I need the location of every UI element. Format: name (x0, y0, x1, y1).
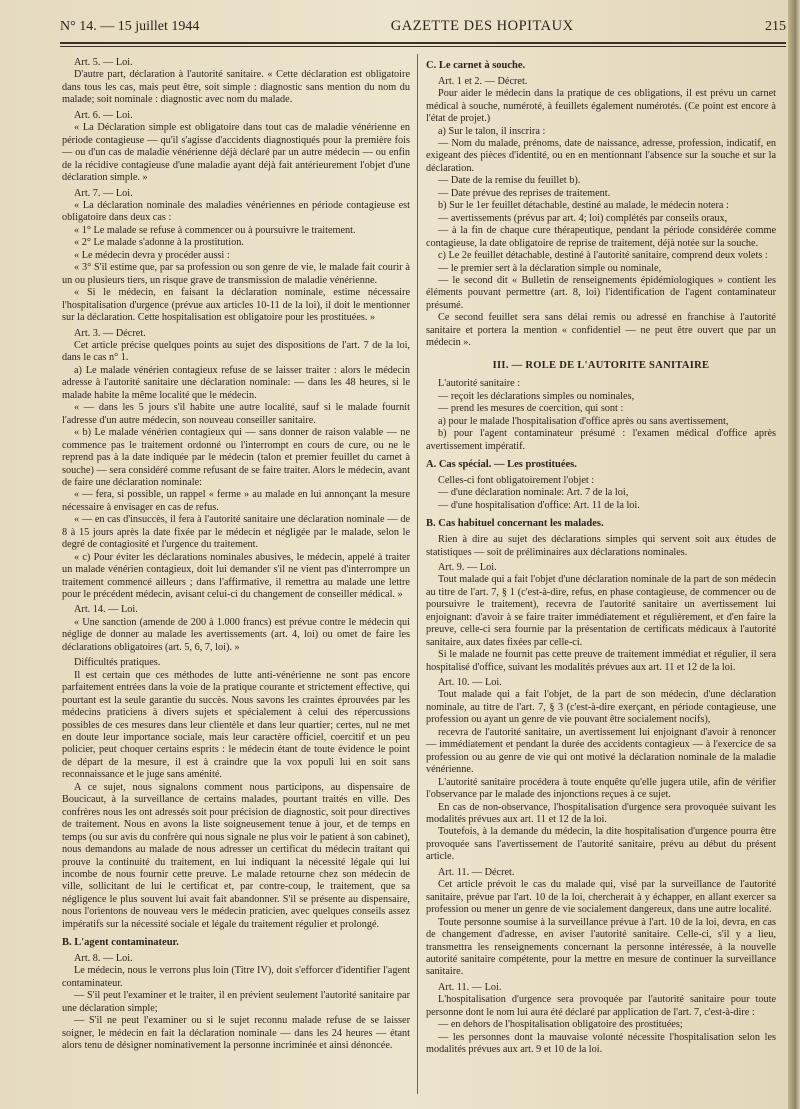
paragraph: « c) Pour éviter les déclarations nominales abusives, le médecin, appelé à traiter un malade vénérien contagieux, doit lui demander s'il ne vient pas d'interrompre un traitement commencé ailleurs ; dans l'affirmative, il remettra au malade une lettre pour le précédent médecin, avisant celui-ci du changement de conseiller médical. » (62, 551, 410, 601)
paragraph: a) Le malade vénérien contagieux refuse de se laisser traiter : alors le médecin adresse à l'autorité sanitaire une déclaration nominale: — dans les 48 heures, si le malade habite la même localité que le médecin. (62, 364, 410, 401)
paragraph: L'autorité sanitaire procédera à toute enquête qu'elle jugera utile, afin de vérifier l'observance par le malade des injonctions reçues à ce sujet. (426, 776, 776, 801)
left-column (62, 54, 410, 1053)
paragraph: Tout malade qui a fait l'objet, de la part de son médecin, d'une déclaration nominale, au titre de l'art. 7, § 3 (c'est-à-dire exerçant, en période contagieuse, une profession ou ayant un genre de vie pouvant être socialement nocifs), (426, 689, 776, 726)
article-reference: Art. 11. — Décret. (438, 866, 515, 878)
paragraph: A ce sujet, nous signalons comment nous participons, au dispensaire de Boucicaut, à la surveillance de certains malades, pourtant traités en ville. Des confrères nous les ont adressés soit pour précision de diagnostic, soit pour directives de traitement. Nous en avons la liste soigneusement tenue à jour, et de temps en temps (ou sur avis du confrère qui nous signale ne plus voir le patient à son cabinet), nous demandons au malade de nous adresser un certificat du médecin traitant qui prouve la continuité du traitement, en lui indiquant la nécessité légale qui lui incombe de nous fournir cette preuve. Le malade retourne chez son médecin de ville, sollicitant de lui le certificat et, par contre-coup, le traitement, que sa négligence le plus souvent lui avait fait abandonner. S'il se présente au dispensaire, nous l'orientons de nouveau vers le médecin praticien, avec quelques conseils assez impératifs sur la nécessité sociale et légale du traitement régulier et prolongé. (62, 781, 410, 930)
subsection-heading: B. L'agent contaminateur. (62, 937, 179, 949)
paragraph: « La Déclaration simple est obligatoire dans tout cas de maladie vénérienne en période contagieuse — qu'il s'agisse d'accidents diagnostiqués pour la première fois — ou d'un cas de maladie vénérienne déjà déclaré par un autre médecin — ou enfin de la récidive contagieuse d'une maladie ayant déjà fait antérieurement l'objet d'une déclaration simple. » (62, 122, 410, 184)
issue-date: N° 14. — 15 juillet 1944 (60, 19, 200, 34)
paragraph: — Date prévue des reprises de traitement. (438, 187, 611, 199)
paragraph: b) Sur le 1er feuillet détachable, destiné au malade, le médecin notera : (438, 200, 729, 212)
article-reference: Art. 10. — Loi. (438, 677, 502, 689)
paragraph: Ce second feuillet sera sans délai remis ou adressé en franchise à l'autorité sanitaire et portera la mention « confidentiel — ne peut être ouvert que par un médecin ». (426, 312, 776, 349)
paragraph: — d'une hospitalisation d'office: Art. 11 de la loi. (438, 499, 640, 511)
paragraph: Toute personne soumise à la surveillance prévue à l'art. 10 de la loi, devra, en cas de changement d'adresse, en aviser l'autorité sanitaire. Celle-ci, s'il y a lieu, transmettra les renseignements concernant la personne intéressée, à la nouvelle autorité sanitaire compétente, pour la mettre en mesure de continuer la surveillance sanitaire. (426, 916, 776, 978)
article-reference: Art. 6. — Loi. (74, 109, 133, 121)
paragraph: — le premier sert à la déclaration simple ou nominale, (438, 262, 662, 274)
column-divider (417, 54, 418, 1094)
article-reference: Art. 11. — Loi. (438, 981, 502, 993)
paragraph: — avertissements (prévus par art. 4; loi) complétés par conseils oraux, (438, 212, 728, 224)
paragraph: Le médecin, nous le verrons plus loin (Titre IV), doit s'efforcer d'identifier l'agent contaminateur. (62, 965, 410, 989)
article-reference: Art. 8. — Loi. (74, 953, 133, 965)
paragraph: « — fera, si possible, un rappel « ferme » au malade en lui annonçant la mesure nécessaire à envisager en cas de refus. (62, 489, 410, 513)
paragraph: a) Sur le talon, il inscrira : (438, 125, 546, 137)
page-header (60, 18, 786, 40)
subsection-heading: C. Le carnet à souche. (426, 60, 526, 71)
paragraph: — prend les mesures de coercition, qui sont : (438, 403, 624, 415)
paragraph: — S'il ne peut l'examiner ou si le sujet reconnu malade refuse de se laisser soigner, le médecin en fait la déclaration nominale — dans les 24 heures — étant alors tenu de désigner nominativement la personne incriminée et ainsi dénoncée. (62, 1015, 410, 1052)
paragraph: « b) Le malade vénérien contagieux qui — sans donner de raison valable — ne commence pas le traitement ordonné ou l'interrompt en cours de cure, ou ne le reprend pas à la date indiquée par le médecin (talon et premier feuillet du carnet à souche) — sera considéré comme refusant de se faire traiter. Alors le médecin, avant de faire une déclaration nominale: (62, 427, 410, 488)
paragraph: Rien à dire au sujet des déclarations simples qui servent soit aux études de statistiques — soit de préliminaires aux déclarations nominales. (426, 534, 776, 558)
paragraph: — S'il peut l'examiner et le traiter, il en prévient seulement l'autorité sanitaire par une déclaration simple; (62, 990, 410, 1014)
publication-title: GAZETTE DES HOPITAUX (390, 18, 574, 34)
paragraph: Cet article prévoit le cas du malade qui, visé par la surveillance de l'autorité sanitaire, prévue par l'art. 10 de la loi, chercherait à y échapper, en allant exercer sa profession ou mener un genre de vie socialement dangereux, dans une autre localité. (426, 879, 776, 916)
subsection-heading: A. Cas spécial. — Les prostituées. (426, 459, 577, 471)
paragraph: « 1° Le malade se refuse à commencer ou à poursuivre le traitement. (74, 224, 356, 236)
header-rule-thin (60, 46, 786, 47)
paragraph: — en dehors de l'hospitalisation obligatoire des prostituées; (438, 1019, 683, 1031)
article-reference: Art. 1 et 2. — Décret. (438, 75, 528, 87)
paragraph: « Le médecin devra y procéder aussi : (74, 249, 230, 261)
paragraph: — Nom du malade, prénoms, date de naissance, adresse, profession, indicatif, en exigeant des pièces d'identité, ou en en mentionnant l'absence sur la souche et sur la déclaration. (426, 138, 776, 174)
article-reference: Art. 3. — Décret. (74, 327, 146, 339)
paragraph: L'autorité sanitaire : (438, 378, 521, 390)
paragraph: Celles-ci font obligatoirement l'objet : (438, 474, 595, 486)
paragraph: — les personnes dont la mauvaise volonté nécessite l'hospitalisation selon les modalités prévues aux art. 9 et 10 de la loi. (426, 1031, 776, 1056)
paragraph: — le second dit « Bulletin de renseignements épidémiologiques » contient les éléments pouvant permettre (art. 8, loi) l'identification de l'agent contaminateur présumé. (426, 275, 776, 311)
binding-edge (788, 0, 800, 1109)
right-column (426, 54, 776, 1057)
header-rule-thick (60, 42, 786, 44)
paragraph: « 2° Le malade s'adonne à la prostitution. (74, 237, 244, 249)
paragraph: — reçoit les déclarations simples ou nominales, (438, 390, 635, 402)
paragraph: « La déclaration nominale des maladies vénériennes en période contagieuse est obligatoire dans deux cas : (62, 199, 410, 224)
paragraph: D'autre part, déclaration à l'autorité sanitaire. « Cette déclaration est obligatoire dans tous les cas, mais peut être, soit simple : diagnostic sans mention du nom du malade; soit nominale : diagnostic avec nom du malade. (62, 69, 410, 106)
paragraph: « — en cas d'insuccès, il fera à l'autorité sanitaire une déclaration nominale — de 8 à 15 jours après la date fixée par le médecin et négligée par le malade, selon le degré de contagiosité et l'urgence du traitement. (62, 514, 410, 551)
paragraph: a) pour le malade l'hospitalisation d'office après ou sans avertissement, (438, 415, 729, 427)
subsection-heading: B. Cas habituel concernant les malades. (426, 518, 604, 530)
paragraph: Pour aider le médecin dans la pratique de ces obligations, il est prévu un carnet médical à souche, numéroté, à feuillets également numérotés. (Ce point est encore à l'état de projet.) (426, 88, 776, 125)
article-reference: Difficultés pratiques. (74, 657, 161, 669)
paragraph: En cas de non-observance, l'hospitalisation d'urgence sera provoquée suivant les modalités prévues aux art. 11 et 12 de la loi. (426, 801, 776, 826)
paragraph: Toutefois, à la demande du médecin, la dite hospitalisation d'urgence pourra être provoquée sans l'avertissement de l'autorité sanitaire, prévu au début du présent article. (426, 826, 776, 863)
paragraph: « 3° S'il estime que, par sa profession ou son genre de vie, le malade fait courir à un ou plusieurs tiers, un risque grave de transmission de maladie vénérienne. (62, 262, 410, 286)
paragraph: Il est certain que ces méthodes de lutte anti-vénérienne ne sont pas encore parfaitement entrées dans la voie de la pratique courante et strictement effective, qui pourtant est la seule garantie du succès. Nous savons les craintes éprouvées par les médecins praticiens à divers sujets et spécialement à celui des répercussions possibles de ces mesures dans leur clientèle et dans leur quartier; certes, nul ne met en doute leur importance sociale, mais leur caractère officiel, coercitif et un peu policier, peut choquer certains esprits : le médecin étant de toute évidence le point de départ de la mesure, il est à craindre que la vox populi lui en soit sans reconnaissance et le juge sans aménité. (62, 669, 410, 781)
paragraph: — à la fin de chaque cure thérapeutique, pendant la période considérée comme contagieuse, la date obligatoire de reprise de traitement, déjà notée sur la souche. (426, 225, 776, 249)
paragraph: Tout malade qui a fait l'objet d'une déclaration nominale de la part de son médecin au titre de l'art. 7, § 1 (c'est-à-dire, refus, en phase contagieuse, de commencer ou de poursuivre le traitement), recevra de l'autorité sanitaire un avertissement lui enjoignant: d'avoir à se faire traiter immédiatement et régulièrement, et d'en faire la preuve, celle-ci sera fournie par la présentation de certificats médicaux à l'autorité sanitaire, aux dates fixées par celle-ci. (426, 574, 776, 648)
article-reference: Art. 9. — Loi. (438, 561, 497, 573)
paragraph: — d'une déclaration nominale: Art. 7 de la loi, (438, 487, 629, 499)
page-number: 215 (764, 19, 786, 34)
paragraph: — Date de la remise du feuillet b). (438, 175, 581, 187)
article-reference: Art. 14. — Loi. (74, 604, 138, 616)
paragraph: « — dans les 5 jours s'il habite une autre localité, sauf si le malade fournit l'adresse d'un autre médecin, son nouveau conseiller sanitaire. (62, 402, 410, 426)
paragraph: Cet article précise quelques points au sujet des dispositions de l'art. 7 de la loi, dans le cas n° 1. (62, 339, 410, 364)
paragraph: recevra de l'autorité sanitaire, un avertissement lui enjoignant d'avoir à renoncer — immédiatement et pendant la durée des accidents contagieux — à l'exercice de sa profession ou au genre de vie qui ont motivé la déclaration nominale de la maladie vénérienne. (426, 726, 776, 776)
paragraph: L'hospitalisation d'urgence sera provoquée par l'autorité sanitaire pour toute personne dont le nom lui aura été déclaré par application de l'art. 7, c'est-à-dire : (426, 994, 776, 1018)
paragraph: b) pour l'agent contaminateur présumé : l'examen médical d'office après avertissement impératif. (426, 428, 776, 452)
paragraph: c) Le 2e feuillet détachable, destiné à l'autorité sanitaire, comprend deux volets : (438, 250, 768, 262)
paragraph: « Une sanction (amende de 200 à 1.000 francs) est prévue contre le médecin qui néglige de donner au malade les avertissements (art. 4, loi) ou omet de faire les déclarations obligatoires (art. 5, 6, 7, loi). » (62, 616, 410, 653)
paragraph: « Si le médecin, en faisant la déclaration nominale, estime nécessaire l'hospitalisation d'urgence (prévue aux articles 10-11 de la loi), il doit le mentionner sur la déclaration. Cette hospitalisation est obligatoire pour les prostituées. » (62, 287, 410, 324)
section-heading: III. — ROLE DE L'AUTORITE SANITAIRE (492, 359, 710, 371)
article-reference: Art. 5. — Loi. (74, 57, 133, 68)
article-reference: Art. 7. — Loi. (74, 187, 133, 199)
paragraph: Si le malade ne fournit pas cette preuve de traitement immédiat et régulier, il sera hospitalisé d'office, suivant les modalités prévues aux art. 11 et 12 de la loi. (426, 649, 776, 673)
